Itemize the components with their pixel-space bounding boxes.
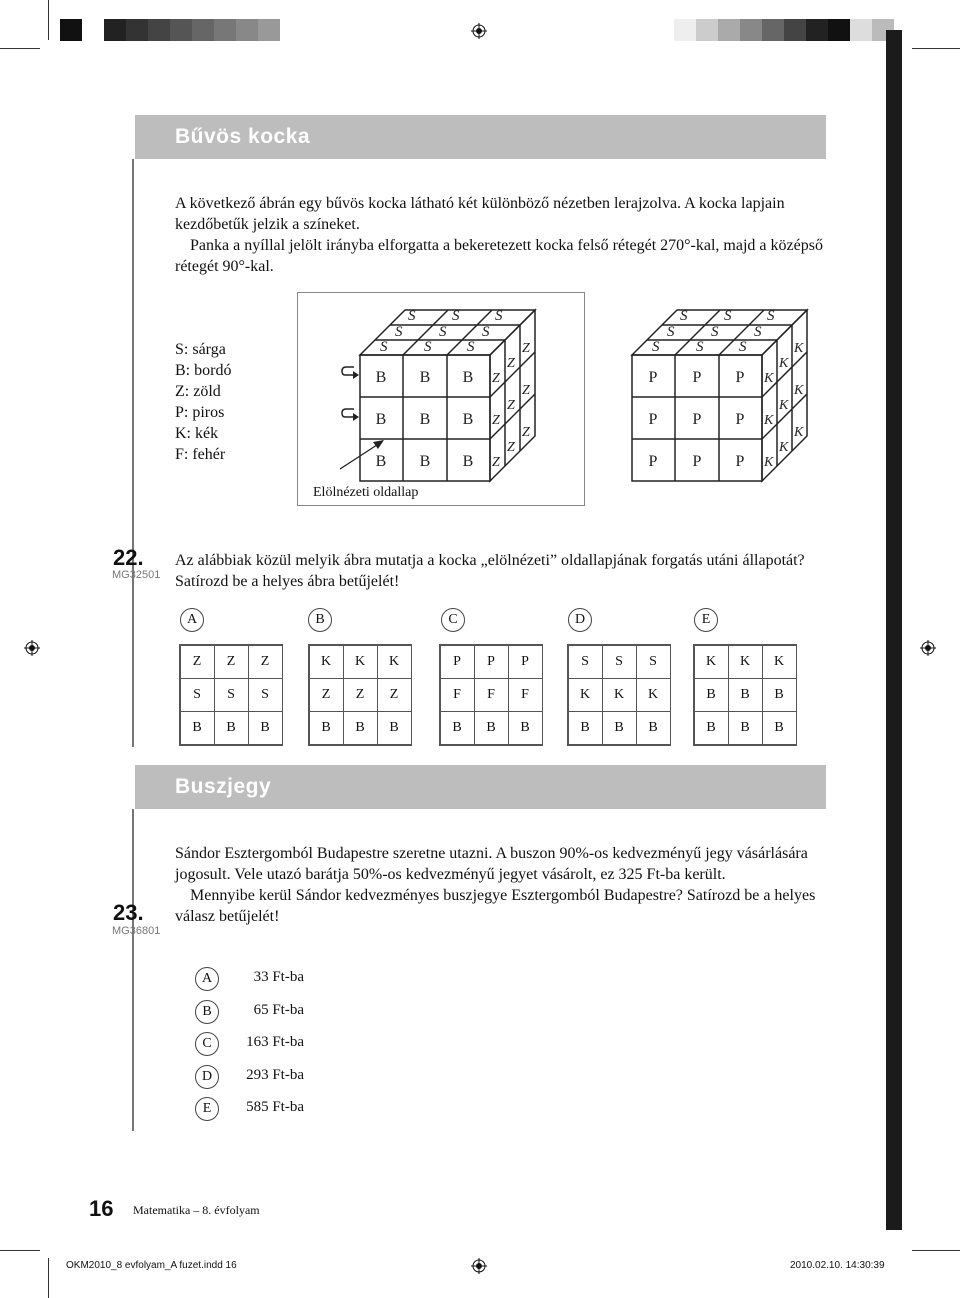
intro-paragraph-1: A következő ábrán egy bűvös kocka látható két különböző nézetben lerajzolva. A kocka lapjain kezdőbetűk jelzik a színeket. [175, 195, 785, 233]
legend-item: Z: zöld [175, 383, 221, 400]
cube1-side-label: Z [522, 341, 530, 356]
crop-mark [48, 1258, 49, 1298]
grid-cell: B [508, 711, 543, 745]
cube2-top-label: S [724, 308, 732, 324]
slug-date: 2010.02.10. 14:30:39 [790, 1260, 885, 1271]
answer-a-text: 33 Ft-ba [253, 969, 304, 985]
option-c-circle[interactable]: C [441, 608, 465, 632]
cube2-front-label: P [692, 369, 702, 386]
cube2-side-label: K [764, 371, 774, 386]
intro-text [175, 193, 825, 277]
grid-cell: B [728, 678, 763, 712]
cube1-front-label: B [375, 411, 387, 428]
cube1-top-label: S [482, 324, 490, 340]
question-text [175, 843, 825, 927]
grid-cell: B [762, 711, 797, 745]
cube-second-view [612, 300, 822, 485]
page-number: 16 [89, 1196, 114, 1221]
cube2-front-label: P [648, 411, 658, 428]
cube1-top-label: S [380, 339, 388, 355]
option-e-grid [693, 644, 797, 746]
cube1-front-label: B [419, 369, 431, 386]
legend-item: S: sárga [175, 341, 226, 358]
grid-cell: B [694, 711, 729, 745]
grid-cell: B [180, 711, 215, 745]
option-c-grid [439, 644, 543, 746]
answer-e-text: 585 Ft-ba [246, 1099, 304, 1115]
cube1-side-label: Z [492, 413, 500, 428]
grid-cell: K [694, 645, 729, 679]
crop-mark [0, 1250, 40, 1251]
grid-cell: F [474, 678, 509, 712]
cube1-top-label: S [439, 324, 447, 340]
answer-c-text: 163 Ft-ba [246, 1034, 304, 1050]
cube1-top-label: S [408, 308, 416, 324]
intro-paragraph-2: Panka a nyíllal jelölt irányba elforgatta a bekeretezett kocka felső rétegét 270°-kal, majd a középső rétegét 90°-kal. [175, 237, 823, 275]
crop-mark [0, 48, 40, 49]
grid-cell: B [474, 711, 509, 745]
option-b-grid [308, 644, 412, 746]
grid-cell: B [248, 711, 283, 745]
cube1-front-label: B [462, 453, 474, 470]
grid-cell: B [309, 711, 344, 745]
option-d-grid [567, 644, 671, 746]
color-legend [175, 339, 231, 465]
section-title: Buszjegy [175, 775, 272, 798]
cube2-side-label: K [764, 455, 774, 470]
cube2-top-label: S [739, 339, 747, 355]
cube-framed [340, 300, 550, 485]
cube2-front-label: P [648, 453, 658, 470]
answer-b-circle[interactable]: B [195, 1000, 219, 1024]
legend-item: K: kék [175, 425, 219, 442]
cube2-front-label: P [735, 411, 745, 428]
grid-cell: B [343, 711, 378, 745]
cube2-top-label: S [754, 324, 762, 340]
grid-cell: F [508, 678, 543, 712]
cube2-front-label: P [735, 369, 745, 386]
grid-cell: K [309, 645, 344, 679]
answer-d-circle[interactable]: D [195, 1065, 219, 1089]
cube2-top-label: S [767, 308, 775, 324]
section-rule [132, 159, 134, 747]
crop-mark [912, 48, 960, 49]
grid-cell: K [602, 678, 637, 712]
grid-cell: S [636, 645, 671, 679]
cube1-side-label: Z [507, 440, 515, 455]
grid-cell: P [474, 645, 509, 679]
answer-a-circle[interactable]: A [195, 967, 219, 991]
grid-cell: B [694, 678, 729, 712]
cube2-side-label: K [779, 398, 789, 413]
registration-mark [24, 640, 40, 656]
cube2-side-label: K [764, 413, 774, 428]
cube2-top-label: S [680, 308, 688, 324]
grid-cell: B [602, 711, 637, 745]
cube2-side-label: K [779, 356, 789, 371]
option-d-circle[interactable]: D [568, 608, 592, 632]
grid-cell: Z [248, 645, 283, 679]
option-b-circle[interactable]: B [308, 608, 332, 632]
question-code: MG36801 [112, 925, 161, 937]
cube1-top-label: S [395, 324, 403, 340]
registration-mark [920, 640, 936, 656]
cube2-front-label: P [692, 411, 702, 428]
option-e-circle[interactable]: E [694, 608, 718, 632]
grid-cell: S [602, 645, 637, 679]
cube1-side-label: Z [492, 455, 500, 470]
legend-item: F: fehér [175, 446, 226, 463]
cube2-side-label: K [794, 383, 804, 398]
grid-cell: K [728, 645, 763, 679]
cube1-side-label: Z [507, 398, 515, 413]
legend-item: P: piros [175, 404, 225, 421]
question-paragraph-2: Mennyibe kerül Sándor kedvezményes buszjegye Esztergomból Budapestre? Satírozd be a helyes válasz betűjelét! [175, 887, 816, 925]
grid-cell: K [343, 645, 378, 679]
grid-cell: B [440, 711, 475, 745]
grid-cell: Z [343, 678, 378, 712]
grid-cell: B [636, 711, 671, 745]
grid-cell: B [762, 678, 797, 712]
cube1-side-label: Z [522, 383, 530, 398]
cube2-side-label: K [794, 425, 804, 440]
grid-cell: K [568, 678, 603, 712]
footer-subject: Matematika – 8. évfolyam [133, 1203, 260, 1217]
section-title: Bűvös kocka [175, 125, 311, 148]
registration-mark [471, 23, 487, 39]
answer-e-circle[interactable]: E [195, 1097, 219, 1121]
cube2-front-label: P [735, 453, 745, 470]
cube2-front-label: P [692, 453, 702, 470]
cube1-front-label: B [462, 369, 474, 386]
color-bar-left [60, 19, 280, 41]
cube1-top-label: S [424, 339, 432, 355]
cube2-top-label: S [696, 339, 704, 355]
cube2-top-label: S [667, 324, 675, 340]
registration-mark [471, 1258, 487, 1274]
grid-cell: Z [309, 678, 344, 712]
cube1-front-label: B [419, 411, 431, 428]
legend-item: B: bordó [175, 362, 232, 379]
cube1-top-label: S [467, 339, 475, 355]
cube1-side-label: Z [492, 371, 500, 386]
question-code: MG32501 [112, 569, 161, 581]
cube2-side-label: K [779, 440, 789, 455]
grid-cell: S [180, 678, 215, 712]
cube1-front-label: B [375, 369, 387, 386]
cube1-front-label: B [375, 453, 387, 470]
cube1-side-label: Z [507, 356, 515, 371]
cube1-top-label: S [495, 308, 503, 324]
grid-cell: B [377, 711, 412, 745]
crop-mark [48, 0, 49, 40]
color-bar-right [674, 19, 894, 41]
cube2-side-label: K [794, 341, 804, 356]
section-rule [132, 809, 134, 1131]
figure-caption: Elölnézeti oldallap [313, 485, 419, 500]
cube2-top-label: S [652, 339, 660, 355]
answer-c-circle[interactable]: C [195, 1032, 219, 1056]
crop-mark [912, 1250, 960, 1251]
grid-cell: B [728, 711, 763, 745]
question-paragraph-1: Sándor Esztergomból Budapestre szeretne utazni. A buszon 90%-os kedvezményű jegy vásárlására jogosult. Vele utazó barátja 50%-os kedvezményű jegyet vásárolt, ez 325 Ft-ba került. [175, 845, 808, 883]
slug-filename: OKM2010_8 evfolyam_A fuzet.indd 16 [66, 1260, 237, 1271]
grid-cell: S [214, 678, 249, 712]
option-a-circle[interactable]: A [180, 608, 204, 632]
grid-cell: Z [377, 678, 412, 712]
cube2-top-label: S [711, 324, 719, 340]
question-number: 23. [113, 900, 144, 925]
grid-cell: B [568, 711, 603, 745]
grid-cell: Z [180, 645, 215, 679]
cube2-front-label: P [648, 369, 658, 386]
question-text: Az alábbiak közül melyik ábra mutatja a kocka „elölnézeti” oldallapjának forgatás utáni állapotát? Satírozd be a helyes ábra betűjelét! [175, 552, 805, 590]
grid-cell: Z [214, 645, 249, 679]
answer-d-text: 293 Ft-ba [246, 1067, 304, 1083]
grid-cell: S [248, 678, 283, 712]
grid-cell: K [636, 678, 671, 712]
grid-cell: P [508, 645, 543, 679]
question-number: 22. [113, 545, 144, 570]
cube1-front-label: B [419, 453, 431, 470]
grid-cell: P [440, 645, 475, 679]
grid-cell: K [762, 645, 797, 679]
grid-cell: S [568, 645, 603, 679]
grid-cell: B [214, 711, 249, 745]
cube1-front-label: B [462, 411, 474, 428]
cube1-top-label: S [452, 308, 460, 324]
option-a-grid [179, 644, 283, 746]
cube1-side-label: Z [522, 425, 530, 440]
grid-cell: F [440, 678, 475, 712]
answer-b-text: 65 Ft-ba [253, 1002, 304, 1018]
bleed-strip [886, 30, 902, 1230]
grid-cell: K [377, 645, 412, 679]
